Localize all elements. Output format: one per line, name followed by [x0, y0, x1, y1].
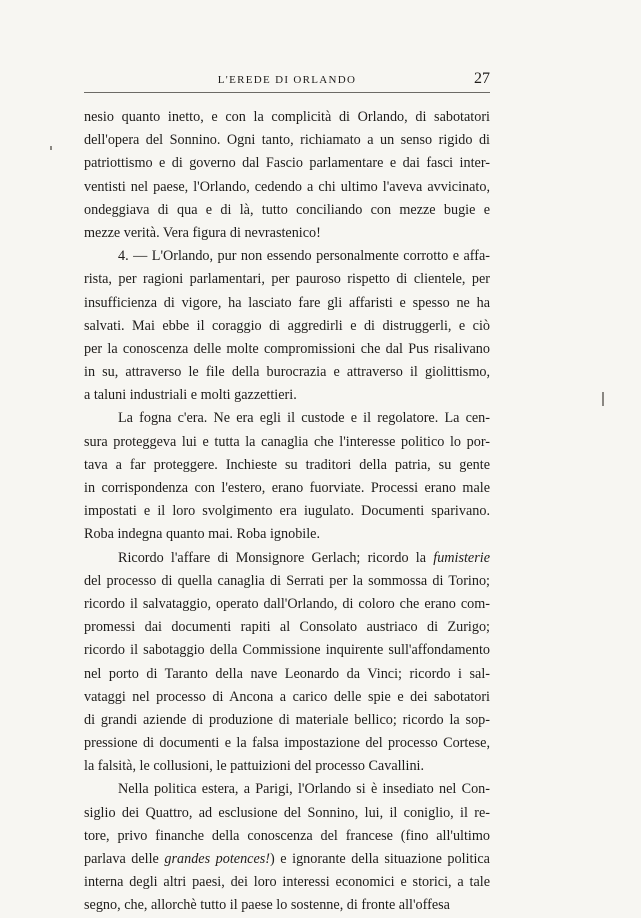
- paragraph: [84, 547, 490, 779]
- margin-speck: [602, 392, 604, 406]
- text-line: [84, 547, 490, 570]
- text-run: la falsità, le collusioni, le pattuizioni del processo Cavallini.: [84, 758, 425, 775]
- text-run: Ricordo l'affare di Monsignore Gerlach; ricordo la: [118, 549, 434, 566]
- text-run: di grandi aziende di produzione di materiale bellico; ricordo la sop-: [84, 711, 490, 728]
- text-line: [84, 454, 490, 477]
- text-line: [84, 477, 490, 500]
- paragraph: [84, 407, 490, 546]
- text-run: insufficienza di vigore, ha lasciato fare gli affaristi e spesso ne ha: [84, 294, 490, 311]
- text-line: [84, 152, 490, 175]
- text-line: [84, 431, 490, 454]
- text-run: ricordo il sabotaggio della Commissione inquirente sull'affondamento: [84, 642, 490, 659]
- text-run: promessi dai documenti rapiti al Consolato austriaco di Zurigo;: [84, 619, 490, 636]
- text-run: in su, attraverso le file della burocrazia e attraverso il giolittismo,: [84, 364, 490, 381]
- text-run: ventisti nel paese, l'Orlando, cedendo a chi ultimo l'aveva avvicinato,: [84, 178, 490, 195]
- text-line: [84, 709, 490, 732]
- text-run: mezze verità. Vera figura di nevrastenico!: [84, 224, 321, 241]
- text-run: nel porto di Taranto della nave Leonardo da Vinci; ricordo i sal-: [84, 665, 490, 682]
- text-line: [84, 871, 490, 894]
- paragraph: [84, 778, 490, 917]
- text-line: [84, 616, 490, 639]
- text-line: [84, 199, 490, 222]
- text-line: [84, 129, 490, 152]
- text-run: La fogna c'era. Ne era egli il custode e il regolatore. La cen-: [118, 410, 490, 427]
- text-line: [84, 570, 490, 593]
- text-run: Nella politica estera, a Parigi, l'Orlando si è insediato nel Con-: [118, 781, 490, 798]
- paragraph: [84, 106, 490, 245]
- text-line: [84, 639, 490, 662]
- text-line: [84, 500, 490, 523]
- text-line: [84, 686, 490, 709]
- text-line: [84, 106, 490, 129]
- running-head: [84, 70, 490, 93]
- text-run: tava a far proteggere. Inchieste su traditori della patria, su gente: [84, 456, 490, 473]
- text-line: [84, 384, 490, 407]
- paragraph: [84, 245, 490, 407]
- text-run: impostati e il loro svolgimento era iugulato. Documenti sparivano.: [84, 503, 490, 520]
- margin-speck: [50, 146, 52, 150]
- text-line: [84, 222, 490, 245]
- text-line: [84, 407, 490, 430]
- text-line: [84, 361, 490, 384]
- text-run: vataggi nel processo di Ancona a carico delle spie e dei sabotatori: [84, 688, 490, 705]
- text-run: tore, privo finanche della conoscenza del francese (fino all'ultimo: [84, 827, 490, 844]
- running-head-title: L'EREDE DI ORLANDO: [217, 74, 357, 86]
- text-line: [84, 338, 490, 361]
- text-run: dell'opera del Sonnino. Ogni tanto, richiamato a un senso rigido di: [84, 132, 490, 149]
- text-line: [84, 523, 490, 546]
- text-line: [84, 176, 490, 199]
- italic-phrase: fumisterie: [433, 549, 490, 566]
- text-line: [84, 755, 490, 778]
- text-line: [84, 315, 490, 338]
- text-line: [84, 292, 490, 315]
- text-run: parlava delle: [84, 851, 165, 867]
- page-number: 27: [474, 70, 490, 87]
- text-line: [84, 778, 490, 801]
- text-line: [84, 848, 490, 871]
- text-run: a taluni industriali e molti gazzettieri.: [84, 387, 297, 404]
- text-run: ) e ignorante della situazione politica: [270, 851, 490, 867]
- text-line: [84, 245, 490, 268]
- text-run: interna degli altri paesi, dei loro interessi economici e storici, a tale: [84, 874, 490, 891]
- text-run: per la conoscenza delle molte compromissioni che dal Pus risalivano: [84, 340, 490, 357]
- italic-phrase: grandes potences!: [164, 851, 271, 867]
- text-line: [84, 894, 490, 917]
- text-run: patriottismo e di governo dal Fascio parlamentare e dai fasci inter-: [84, 155, 490, 172]
- text-line: [84, 593, 490, 616]
- text-run: siglio dei Quattro, ad esclusione del Sonnino, lui, il coniglio, il re-: [84, 804, 490, 821]
- text-run: Roba indegna quanto mai. Roba ignobile.: [84, 526, 321, 543]
- text-run: salvati. Mai ebbe il coraggio di aggredirli e di distruggerli, e ciò: [84, 317, 490, 334]
- text-run: in corrispondenza con l'estero, erano fuorviate. Processi erano male: [84, 480, 490, 496]
- text-run: del processo di quella canaglia di Serrati per la sommossa di Torino;: [84, 572, 490, 589]
- text-run: segno, che, allorchè tutto il paese lo sostenne, di fronte all'offesa: [84, 897, 450, 914]
- text-run: sura proteggeva lui e tutta la canaglia che l'interesse politico lo por-: [84, 433, 490, 450]
- text-line: [84, 825, 490, 848]
- text-run: rista, per ragioni parlamentari, per pauroso rispetto di clientele, per: [84, 271, 490, 288]
- text-run: nesio quanto inetto, e con la complicità di Orlando, di sabotatori: [84, 109, 490, 125]
- text-line: [84, 802, 490, 825]
- text-run: pressione di documenti e la falsa impostazione del processo Cortese,: [84, 735, 490, 752]
- text-run: ricordo il salvataggio, operato dall'Orlando, di coloro che erano com-: [84, 595, 490, 612]
- text-line: [84, 732, 490, 755]
- text-line: [84, 663, 490, 686]
- text-run: ondeggiava di qua e di là, tutto conciliando con mezze bugie e: [84, 201, 490, 218]
- text-line: [84, 268, 490, 291]
- body-text: [84, 106, 490, 918]
- text-run: 4. — L'Orlando, pur non essendo personalmente corrotto e affa-: [118, 248, 490, 265]
